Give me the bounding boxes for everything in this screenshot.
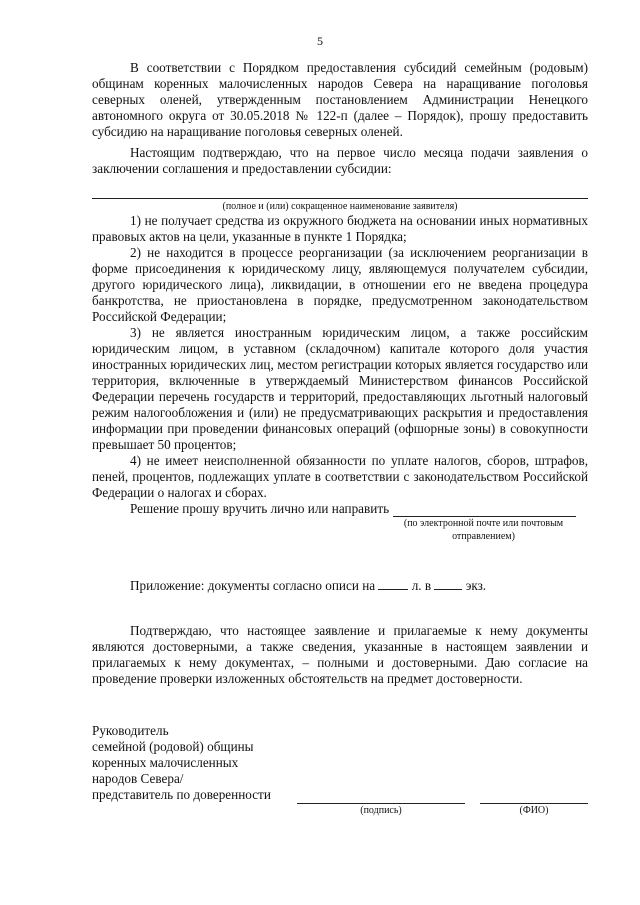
attachment-line [92,577,588,594]
confirmation-paragraph: Подтверждаю, что настоящее заявление и прилагаемые к нему документы являются достоверными, а также сведения, указанные в настоящем заявлении и прилагаемых к нему документах, – полными и достоверными. Даю согласие на проведение проверки изложенных обстоятельств на предмет достоверности. [92,623,588,686]
condition-2: 2) не находится в процессе реорганизации (за исключением реорганизации в форме присоединения к юридическому лицу, являющемуся получателем субсидии, другого юридического лица), ликвидации, в отношении его не введена процедура банкротства, не приостановлена в порядке, предусмотренном законодательством Российской Федерации; [92,245,588,324]
decision-caption: (по электронной почте или почтовым отправлением) [403,518,564,542]
signature-block [92,723,588,816]
condition-3: 3) не является иностранным юридическим лицом, а также российским юридическим лицом, в уставном (складочном) капитале которого доля участия иностранных юридических лиц, местом регистрации которых является государство или территория, включенные в утверждаемый Министерством финансов Российской Федерации перечень государств и территорий, предоставляющих льготный налоговый режим налогообложения и (или) не предусматривающих раскрытия и предоставления информации при проведении финансовых операций (офшорные зоны) в совокупности превышает 50 процентов; [92,325,588,452]
attachment-sheets-field[interactable] [378,577,408,590]
signatory-line: народов Севера/ [92,771,184,786]
page-number: 5 [317,34,323,48]
document-body [92,60,588,687]
attachment-suffix: экз. [465,578,487,593]
signature-field[interactable] [297,803,465,804]
applicant-name-field[interactable] [92,182,588,199]
signatory-line: коренных малочисленных [92,755,239,770]
decision-row [92,501,588,517]
confirm-intro-paragraph: Настоящим подтверждаю, что на первое число месяца подачи заявления о заключении соглашения и предоставлении субсидии: [92,145,588,176]
condition-4: 4) не имеет неисполненной обязанности по уплате налогов, сборов, штрафов, пеней, процентов, подлежащих уплате в соответствии с законодательством Российской Федерации о налогах и сборах. [92,453,588,500]
decision-label: Решение прошу вручить лично или направить [130,501,390,516]
attachment-middle: л. в [411,578,432,593]
full-name-field[interactable] [480,803,588,804]
attachment-copies-field[interactable] [434,577,462,590]
signatory-line: семейной (родовой) общины [92,739,254,754]
delivery-method-field[interactable] [393,502,576,517]
full-name-caption: (ФИО) [519,805,549,816]
attachment-prefix: Приложение: документы согласно описи на [130,578,376,593]
signatory-line: представитель по доверенности [92,787,271,802]
signatory-line: Руководитель [92,723,169,738]
signatory-title [92,723,588,803]
applicant-name-caption: (полное и (или) сокращенное наименование заявителя) [222,201,458,212]
intro-paragraph: В соответствии с Порядком предоставления субсидий семейным (родовым) общинам коренных малочисленных народов Севера на наращивание поголовья северных оленей, утвержденным постановлением Администрации Ненецкого автономного округа от 30.05.2018 № 122-п (далее – Порядок), прошу предоставить субсидию на наращивание поголовья северных оленей. [92,60,588,139]
condition-1: 1) не получает средства из окружного бюджета на основании иных нормативных правовых актов на цели, указанные в пункте 1 Порядка; [92,213,588,244]
signature-caption: (подпись) [360,805,402,816]
